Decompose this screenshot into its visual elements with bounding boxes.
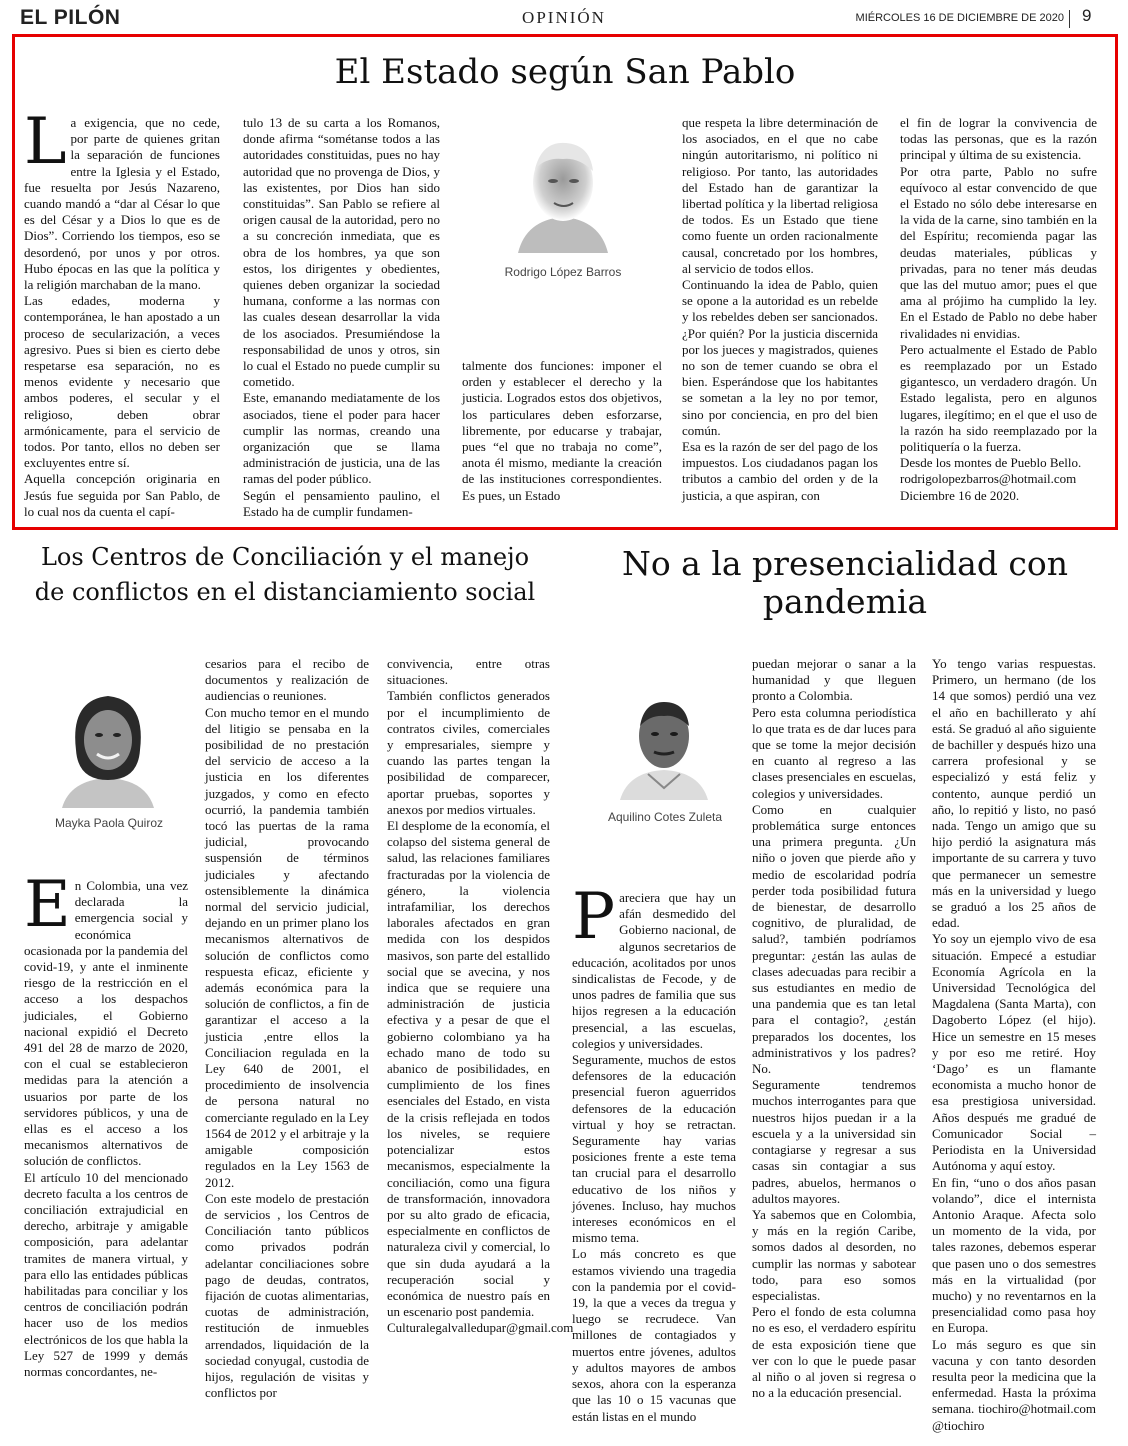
article-2-title-line-2: de conflictos en el distanciamiento social (34, 577, 536, 606)
article-1-column-1 (24, 105, 220, 520)
author-name-caption: Aquilino Cotes Zuleta (607, 810, 723, 824)
article-1-column-4 (682, 115, 878, 504)
article-3-title (570, 545, 1120, 621)
issue-date: MIÉRCOLES 16 DE DICIEMBRE DE 2020 (855, 12, 1064, 24)
paragraph: Este, emanando mediatamente de los asociados, tiene el poder para hacer cumplir las normas, creando una organización que se llama administración de justicia, una de las ramas del poder público. (243, 390, 440, 487)
article-2-title (10, 540, 560, 610)
article-2-dropcap: E (24, 868, 71, 942)
paragraph: Las edades, moderna y contemporánea, le han apostado a un proceso de secularización, a veces agresivo. Pues si bien es cierto debe respetarse esa separación, no es menos evidente y necesario que ambos poderes, el secular y el religioso, deben obrar armónicamente, para el servicio de todos. Por tanto, ellos no deben ser excluyentes entre sí. (24, 293, 220, 471)
paragraph: a exigencia, que no cede, por parte de quienes gritan la separación de funciones entre la Iglesia y el Estado, fue resuelta por Jesús Nazareno, cuando mandó a “dar al César lo que es del César y a Dios lo que es de Dios”. Corriendo los tiempos, eso se desordenó, por unos y por otros. Hubo épocas en las que la política y la religión marchaban de la mano. (24, 115, 220, 293)
paragraph: puedan mejorar o sanar a la humanidad y que lleguen pronto a Colombia. (752, 656, 916, 704)
signature-date: Diciembre 16 de 2020. (900, 487, 1020, 503)
article-1-title: El Estado según San Pablo (334, 52, 796, 92)
paragraph: Aquella concepción originaria en Jesús fue seguida por San Pablo, de lo cual nos da cuenta el capí- (24, 471, 220, 519)
author-photo (48, 680, 168, 808)
paragraph: convivencia, entre otras situaciones. (387, 656, 550, 688)
article-3-title-line-1: No a la presencialidad con (621, 544, 1069, 583)
paragraph: En fin, “uno o dos años pasan volando”, dice el internista Antonio Araque. Afecta solo un momento de la vida, por tales razones, debemos esperar que pasen uno o dos semestres más en la virtualidad (por mucho) y no reventarnos en la presencialidad como pasa hoy en Europa. (932, 1174, 1096, 1336)
author-photo (612, 688, 716, 800)
paragraph: Yo tengo varias respuestas. Primero, un hermano (de los 14 que somos) perdió una vez el año en bachillerato y ahí está. Se graduó al año siguiente de bachiller y después hizo una carrera profesional y se especializó y está feliz y contento, aunque perdió un año, lo repitió y listo, no pasó nada. Tengo un amigo que su hijo perdió la asignatura más importante de su carrera y tuvo que permanecer un semestre más en la universidad y luego se graduó a los 25 años de edad. (932, 656, 1096, 931)
paragraph: Ya sabemos que en Colombia, y más en la región Caribe, somos dados al desorden, no cumplir las normas y sabotear todo, para eso somos especialistas. (752, 1206, 916, 1303)
paragraph: Con mucho temor en el mundo del litigio se pensaba en la posibilidad de no prestación del servicio de acceso a la justicia en los diferentes juzgados, y como en efecto ocurrió, la pandemia también tocó las puertas de la rama judicial, provocando suspensión de términos judiciales y afectando ostensiblemente la dinámica normal del servicio judicial, dejando en un primer plano los mecanismos alternativos de solución de conflictos como respuesta eficaz, eficiente y además económica para la solución de conflictos, a fin de garantizar el acceso a la justicia ,entre ellos la Conciliacion regulada en la Ley 640 de 2001, el procedimiento de insolvencia de persona natural no comerciante regulado en la Ley 1564 de 2012 y el arbitraje y la amigable composición regulados en la Ley 1563 de 2012. (205, 704, 369, 1190)
author-photo (508, 125, 618, 253)
paragraph: Según el pensamiento paulino, el Estado ha de cumplir fundamen- (243, 487, 440, 519)
paragraph: Como en cualquier problemática surge entonces una primera pregunta. ¿Un niño o joven que pierde año y medio de escolaridad podría perder toda posibilidad futura de bienestar, de desarrollo cognitivo, de pluralidad, de salud?, también podríamos preguntar: ¿están las aulas de clases adecuadas para recibir a sus estudiantes en medio de una pandemia que es tan letal para el contagio?, ¿están preparados los docentes, los administrativos y los padres? No. (752, 801, 916, 1077)
paragraph: Continuando la idea de Pablo, quien se opone a la autoridad es un rebelde y los rebeldes deben ser sancionados. ¿Por quién? Por la justicia discernida por los jueces y magistrados, quienes no son de temer cuando se obra el bien. Esperándose que los habitantes se sometan a la ley no por temor, sino por conciencia, en pro del bien común. (682, 277, 878, 438)
paragraph: el fin de lograr la convivencia de todas las personas, que es la razón principal y última de su existencia. (900, 115, 1097, 163)
paragraph: Pero el fondo de esta columna no es eso, el verdadero espíritu de esta exposición tiene que ver con lo que le puede pasar al niño o al joven si regresa o no a la educación presencial. (752, 1304, 916, 1401)
paragraph: Por otra parte, Pablo no sufre equívoco al estar convencido de que el Estado no sólo debe interesarse en la vida de la carne, sino también en la del Espíritu; recomienda pagar las deudas materiales, públicas y privadas, para no tener más deudas que las del mutuo amor; pues el que ama al prójimo ha cumplido la ley. En el Estado de Pablo no debe haber rivalidades ni envidias. (900, 163, 1097, 341)
section-name: OPINIÓN (522, 8, 606, 27)
article-1-column-5 (900, 115, 1097, 504)
paragraph: Seguramente, muchos de estos defensores de la educación presencial fueron aguerridos defensores de la educación virtual y hoy se retractan. Seguramente hay varias posiciones frente a este tema tan crucial para el desarrollo educativo de los niños y jóvenes. Incluso, hay muchos intereses económicos en el mismo tema. (572, 1052, 736, 1246)
paragraph: areciera que hay un afán desmedido del Gobierno nacional, de algunos secretarios de educación, acolitados por unos sindicalistas de Fecode, y de unos padres de familia que sus hijos regresen a la educación presencial, a las escuelas, colegios y universidades. (572, 890, 736, 1051)
article-1-column-3 (462, 358, 662, 504)
paragraph: Esa es la razón de ser del pago de los impuestos. Los ciudadanos pagan los tributos a cambio del orden y de la justicia, a que aspiran, con (682, 439, 878, 503)
paragraph: cesarios para el recibo de documentos y realización de audiencias o reuniones. (205, 656, 369, 704)
article-2-title-line-1: Los Centros de Conciliación y el manejo (40, 543, 530, 571)
paragraph: Lo más concreto es que estamos viviendo una tragedia con la pandemia por el covid-19, la que a veces da tregua y luego se recrudece. Van millones de contagiados y muertos entre jóvenes, adultos y adultos mayores de ambos sexos, ahora con la esperanza que las 10 o 15 vacunas que están listas en el mundo (572, 1246, 736, 1424)
article-3-title-line-2: pandemia (762, 581, 928, 621)
article-3-dropcap: P (572, 880, 616, 954)
paragraph: El desplome de la economía, el colapso del sistema general de salud, las relaciones familiares fracturadas por la violencia de género, la violencia intrafamiliar, los derechos laborales afectados en gran medida con los despidos masivos, son parte del estallido social que se avecina, y nos indica que se requiere una administración de justicia efectiva y a pesar de que el gobierno colombiano ya ha echado mano de todo su abanico de posibilidades, en cumplimiento de los fines esenciales del Estado, en vista de la crisis reflejada en todos los niveles, se requiere potencializar estos mecanismos, especialmente la conciliación, como una figura de transformación, innovadora por su alto grado de eficacia, especialmente en conflictos de naturaleza civil y comercial, lo que sin duda ayudará a la recuperación social y económica de nuestro país en un escenario post pandemia. (387, 818, 550, 1320)
newspaper-logo[interactable]: EL PILÓN (20, 6, 121, 29)
author-email[interactable]: Culturalegalvalledupar@gmail.com (387, 1320, 574, 1336)
author-name-caption: Rodrigo López Barros (504, 265, 622, 279)
paragraph: Lo más seguro es que sin vacuna y con tanto desorden resulta peor la medicina que la enfermedad. Hasta la próxima semana. tiochiro@hotmail.com @tiochiro (932, 1336, 1096, 1433)
paragraph: Pero actualmente el Estado de Pablo es reemplazado por un Estado gigantesco, un verdadero dragón. Un Estado legalista, pero en algunos lugares, ilegítimo; en el que el uso de la razón ha sido reemplazado por la politiquería o la fuerza. (900, 341, 1097, 455)
masthead (0, 0, 1128, 36)
author-portrait-icon (48, 680, 168, 808)
article-2-column-1 (24, 868, 188, 1380)
paragraph: Yo soy un ejemplo vivo de esa situación. Empecé a estudiar Economía Agrícola en la Universidad Tecnológica del Magdalena (Santa Marta), con Dagoberto López (el hijo). Hice un semestre en 15 meses y por eso me retiré. Hoy ‘Dago’ es un flamante economista a mucho honor de esa prestigiosa universidad. Años después me gradué de Comunicador Social – Periodista en la Universidad Autónoma y aquí estoy. (932, 931, 1096, 1174)
paragraph: Seguramente tendremos muchos interrogantes para que nuestros hijos puedan ir a la escuela y a la universidad sin contagiarse y regresar a sus casas sin contagiar a sus padres, abuelos, hermanos o adultos mayores. (752, 1077, 916, 1206)
article-1-column-2 (243, 115, 440, 520)
paragraph: que respeta la libre determinación de los asociados, en el que no cabe ningún autoritarismo, ni político ni religioso. Por tanto, las autoridades del Estado han de garantizar la libertad política y la libertad religiosa de todos. Es un Estado que tiene como fuente un orden racionalmente causal, concretado por los hombres, al servicio de todos ellos. (682, 115, 878, 276)
paragraph: tulo 13 de su carta a los Romanos, donde afirma “sométanse todos a las autoridades constituidas, pues no hay autoridad que no provenga de Dios, y las existentes, por Dios han sido constituidas”. San Pablo se refiere al origen causal de la autoridad, pero no a su concreción inmediata, que es obra de los hombres, ya que son estos, los dirigentes y obedientes, quienes deben organizar la sociedad humana, conforme a las normas con las cuales desean desarrollar la vida de los asociados. Presumiéndose la responsabilidad de unos y otros, sin lo cual el Estado no puede cumplir su cometido. (243, 115, 440, 390)
article-3-column-1 (572, 880, 736, 1425)
author-email[interactable]: rodrigolopezbarros@hotmail.com (900, 471, 1077, 487)
paragraph: También conflictos generados por el incumplimiento de contratos civiles, comerciales y empresariales, siempre y cuando las partes tengan la posibilidad de comparecer, aportar pruebas, soportes y anexos por medios virtuales. (387, 688, 550, 817)
paragraph: talmente dos funciones: imponer el orden y establecer el derecho y la justicia. Logrados estos dos objetivos, los particulares deben esforzarse, libremente, por educarse y trabajar, pues “el que no trabaja no come”, anota él mismo, mediante la creación de las instituciones correspondientes. Es pues, un Estado (462, 358, 662, 503)
article-3-column-2 (752, 656, 916, 1401)
paragraph: El artículo 10 del mencionado decreto faculta a los centros de conciliación extrajudicial en derecho, arbitraje y amigable composición, para adelantar tramites de manera virtual, y para ello las entidades públicas habilitadas para conciliar y los centros de conciliación podrán hacer uso de los medios electrónicos de los que habla la Ley 527 de 1999 y demás normas concordantes, ne- (24, 1169, 188, 1380)
author-portrait-icon (508, 125, 618, 253)
article-2-column-3 (387, 656, 574, 1337)
article-2-column-2 (205, 656, 369, 1401)
signature-place: Desde los montes de Pueblo Bello. (900, 455, 1082, 471)
paragraph: Pero esta columna periodística lo que trata es de dar luces para que se tome la mejor decisión en cuanto al regreso a las clases presenciales en escuelas, colegios y universidades. (752, 704, 916, 801)
article-1-dropcap: L (24, 105, 67, 179)
page-number: 9 (1082, 6, 1092, 25)
article-3-column-3 (932, 656, 1096, 1434)
author-name-caption: Mayka Paola Quiroz (54, 816, 164, 830)
header-divider (1069, 10, 1070, 28)
paragraph: n Colombia, una vez declarada la emergencia social y económica ocasionada por la pandemia del covid-19, y ante el inminente riesgo de la restricción en el acceso a los despachos judiciales, el Gobierno nacional expidió el Decreto 491 del 28 de marzo de 2020, con el cual se establecieron medidas para la atención a usuarios por parte de los servidores públicos, y una de ellas es el acceso a los mecanismos alternativos de solución de conflictos. (24, 878, 188, 1169)
paragraph: Con este modelo de prestación de servicios , los Centros de Conciliación tanto públicos como privados podrán adelantar conciliaciones sobre pago de deudas, contratos, fijación de cuotas alimentarias, cuotas de administración, restitución de inmuebles arrendados, liquidación de la sociedad conyugal, custodia de hijos, regulación de visitas y conflictos por (205, 1190, 369, 1401)
author-portrait-icon (612, 688, 716, 800)
